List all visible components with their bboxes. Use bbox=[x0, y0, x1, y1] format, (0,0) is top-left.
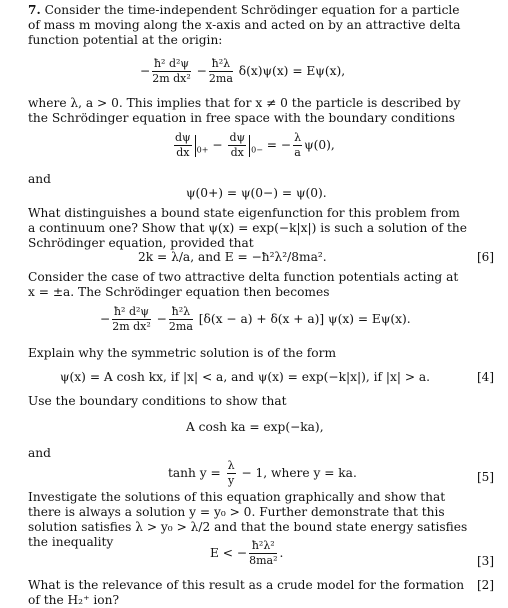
paragraph-boundary-intro: where λ, a > 0. This implies that for x ≠ 0 the particle is described by the Schrödinger equation in free space with the boundary conditions bbox=[28, 96, 461, 125]
marks-5: [5] bbox=[477, 470, 494, 484]
paragraph-boundary-use: Use the boundary conditions to show that bbox=[28, 394, 287, 408]
question-intro bbox=[28, 3, 468, 48]
tanh-equation: tanh y = $\frac{\lambda}{y}$ − 1, where y = ka. bbox=[168, 459, 357, 487]
matching-equation: A cosh ka = exp(−ka), bbox=[186, 420, 324, 434]
schrodinger-equation-double: − $\frac{\text{ħ² d²ψ}}{\text{2m dx²}}$ − $\frac{\text{ħ²λ}}{2ma}$ [δ(x − a) + δ(x + a)] ψ(x) = Eψ(x). bbox=[100, 305, 411, 333]
continuity-condition: ψ(0+) = ψ(0−) = ψ(0). bbox=[186, 186, 327, 200]
marks-3: [3] bbox=[477, 554, 494, 568]
paragraph-symmetric: Explain why the symmetric solution is of the form bbox=[28, 346, 337, 360]
paragraph-bound-state: What distinguishes a bound state eigenfunction for this problem from a continuum one? Show that ψ(x) = exp(−k|x|) is such a solution of the Schrödinger equation, provided that bbox=[28, 206, 467, 250]
marks-4: [4] bbox=[477, 370, 494, 384]
paragraph-relevance: What is the relevance of this result as a crude model for the formation of the H₂⁺ ion? bbox=[28, 578, 465, 607]
schrodinger-equation-single: − $\frac{\text{ħ² d²ψ}}{\text{2m dx²}}$ − $\frac{\text{ħ²λ}}{2ma}$ δ(x)ψ(x) = Eψ(x), bbox=[140, 57, 346, 85]
energy-inequality: E < − $\frac{\text{ħ²λ²}}{\text{8ma²}}$ . bbox=[210, 539, 284, 567]
paragraph-graphical: Investigate the solutions of this equation graphically and show that there is always a solution y = y₀ > 0. Further demonstrate that this solution satisfies λ > y₀ > λ/2 and that the bound state energy satisfies the inequality bbox=[28, 490, 468, 549]
bound-state-energy: 2k = λ/a, and E = −ħ²λ²/8ma². bbox=[138, 250, 327, 264]
and-text-1: and bbox=[28, 172, 51, 186]
question-number: 7. bbox=[28, 3, 41, 17]
paragraph-two-deltas: Consider the case of two attractive delta function potentials acting at x = ±a. The Schrödinger equation then becomes bbox=[28, 270, 459, 299]
marks-2: [2] bbox=[477, 578, 494, 592]
and-text-2: and bbox=[28, 446, 51, 460]
derivative-boundary-condition: $\frac{d\psi}{dx}$ $_{0+}$ − $\frac{d\psi}{dx}$ $_{0-}$ = − $\frac{\lambda}{a}$ ψ(0), bbox=[175, 131, 335, 159]
symmetric-solution: ψ(x) = A cosh kx, if |x| < a, and ψ(x) = exp(−k|x|), if |x| > a. bbox=[60, 370, 431, 384]
marks-6: [6] bbox=[477, 250, 494, 264]
intro-text: Consider the time-independent Schrödinger equation for a particle of mass m moving along the x-axis and acted on by an attractive delta function potential at the origin: bbox=[28, 3, 461, 47]
